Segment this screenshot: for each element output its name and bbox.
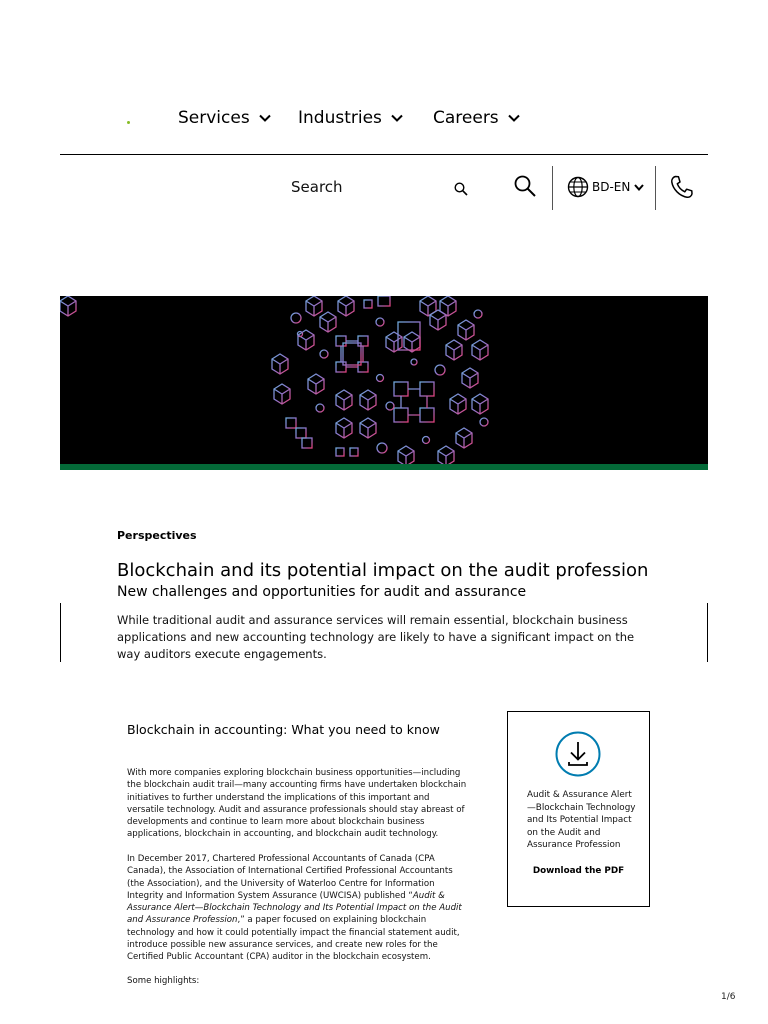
nav-careers[interactable] (433, 106, 520, 130)
chevron-down-icon (391, 114, 403, 122)
utility-divider (655, 166, 656, 210)
paragraph-text: ,” a paper focused on explaining blockchain technology and how it could potentially impact the financial statement audit, introduce possible new assurance services, and create new roles for the Certified Public Accountant (CPA) auditor in the blockchain ecosystem. (127, 915, 460, 963)
body-paragraph (127, 853, 467, 964)
nav-industries-label: Industries (298, 108, 382, 128)
chevron-down-icon (508, 114, 520, 122)
chevron-down-icon (259, 114, 271, 122)
hero-image (60, 296, 708, 464)
search-icon[interactable] (454, 181, 468, 200)
blockchain-illustration (60, 296, 708, 464)
phone-icon[interactable] (669, 174, 695, 204)
language-label: BD-EN (592, 180, 631, 194)
nav-industries[interactable] (298, 106, 403, 130)
section-heading: Blockchain in accounting: What you need to know (127, 722, 440, 737)
chevron-down-icon (634, 184, 644, 191)
body-paragraph: With more companies exploring blockchain business opportunities—including the blockchain audit trail—many accounting firms have undertaken blockchain initiatives to further understand the implications of this important and versatile technology. Audit and assurance professionals should stay abreast of developments and continue to learn more about blockchain business applications, blockchain in accounting, and blockchain audit technology. (127, 768, 467, 840)
article-intro: While traditional audit and assurance services will remain essential, blockchain business applications and new accounting technology are likely to have a significant impact on the way auditors execute engagements. (117, 613, 635, 661)
brand-logo-dot[interactable] (127, 121, 130, 124)
download-pdf-link[interactable]: Download the PDF (532, 866, 625, 876)
search-toggle-icon[interactable] (514, 175, 536, 201)
page-number: 1/6 (721, 992, 736, 1002)
intro-left-rule (60, 603, 61, 662)
download-card-description: Audit & Assurance Alert—Blockchain Technology and Its Potential Impact on the Audit and Assurance Profession (527, 790, 636, 851)
nav-divider (60, 154, 708, 155)
article-eyebrow: Perspectives (117, 529, 197, 542)
search-input[interactable]: Search (291, 178, 343, 196)
nav-services[interactable] (178, 106, 271, 130)
globe-icon (567, 176, 589, 198)
language-selector[interactable] (567, 176, 644, 198)
hero-accent-bar (60, 464, 708, 470)
paragraph-text: In December 2017, Chartered Professional Accountants of Canada (CPA Canada), the Association of International Certified Professional Accountants (the Association), and the University of Waterloo Centre for Information Integrity and Information System Assurance (UWCISA) published “ (127, 854, 453, 901)
paper-title: Audit & Assurance Alert—Blockchain Technology and Its Potential Impact on the Audit and Assurance Profession (127, 890, 462, 926)
intro-right-rule (707, 603, 708, 662)
utility-divider (552, 166, 553, 210)
download-icon[interactable] (555, 731, 601, 781)
nav-services-label: Services (178, 108, 250, 128)
highlights-label: Some highlights: (127, 976, 200, 986)
page-subtitle: New challenges and opportunities for audit and assurance (117, 584, 527, 600)
page-title: Blockchain and its potential impact on the audit profession (117, 560, 649, 581)
nav-careers-label: Careers (433, 108, 499, 128)
